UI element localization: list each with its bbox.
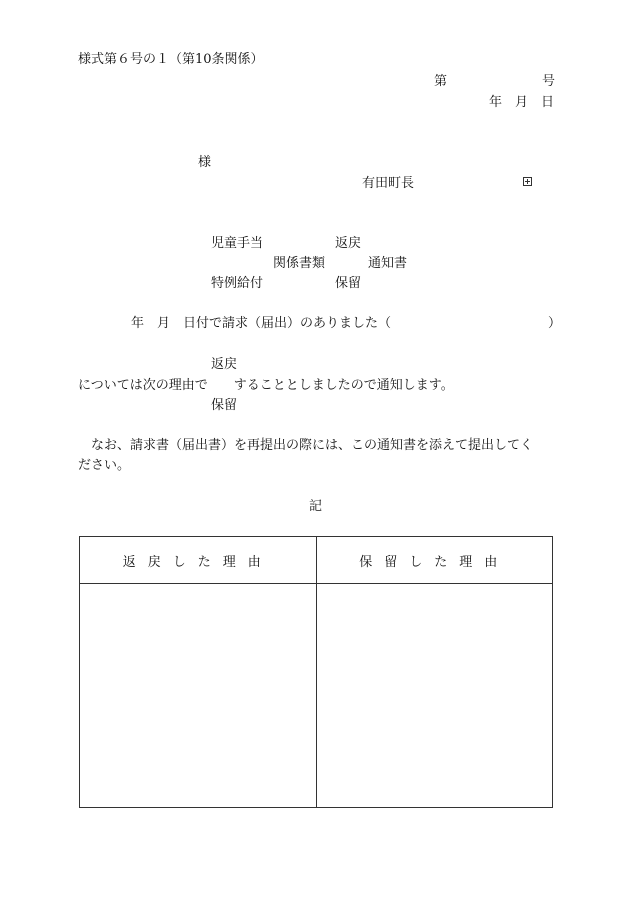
number-prefix: 第 <box>434 74 448 89</box>
request-line: 年 月 日付で請求（届出）のありました（ <box>131 316 392 331</box>
reason-option-hold: 保留 <box>211 398 238 413</box>
subject-line3-left: 特例給付 <box>211 276 264 291</box>
date-line: 年 月 日 <box>489 95 555 110</box>
addressee-honorific: 様 <box>198 155 212 170</box>
table-header-row <box>80 537 553 584</box>
number-suffix: 号 <box>542 74 556 89</box>
subject-line2-left: 関係書類 <box>273 256 326 271</box>
subject-line1-left: 児童手当 <box>211 236 264 251</box>
reasons-table <box>79 536 553 808</box>
header-returned-reason: 返戻した理由 <box>80 537 317 584</box>
subject-line1-right: 返戻 <box>335 236 362 251</box>
subject-line3-right: 保留 <box>335 276 362 291</box>
subject-line2-right: 通知書 <box>368 256 408 271</box>
header-held-reason: 保留した理由 <box>316 537 553 584</box>
reason-main-text: については次の理由で することとしましたので通知します。 <box>78 378 454 393</box>
returned-reason-cell[interactable] <box>80 584 317 808</box>
table-row <box>80 584 553 808</box>
ki-heading: 記 <box>309 499 323 514</box>
form-label: 様式第６号の１（第10条関係） <box>78 52 264 67</box>
reason-option-return: 返戻 <box>211 357 238 372</box>
seal-icon <box>523 177 532 186</box>
issuer-name: 有田町長 <box>362 176 415 191</box>
held-reason-cell[interactable] <box>316 584 553 808</box>
note-line1: なお、請求書（届出書）を再提出の際には、この通知書を添えて提出してく <box>91 438 534 453</box>
note-line2: ださい。 <box>78 458 131 473</box>
request-line-close: ） <box>548 316 562 331</box>
